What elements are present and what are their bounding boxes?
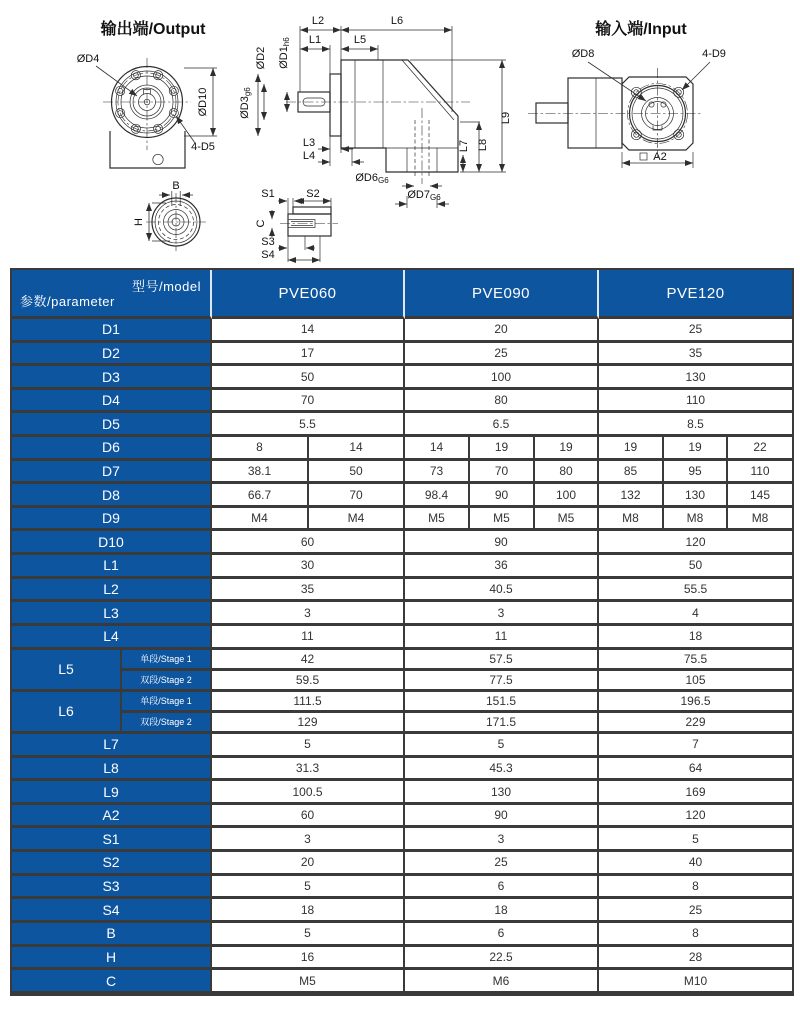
value-cell: 129 (212, 713, 405, 734)
value-cell: 110 (728, 461, 792, 485)
value-cell: M10 (599, 970, 792, 994)
table-header-row (12, 270, 792, 319)
value-cell: 90 (405, 805, 599, 829)
value-cell: 111.5 (212, 692, 405, 713)
stage-label-cell: 单段/Stage 1 (122, 650, 212, 671)
value-cell: 100 (405, 366, 599, 390)
value-cell: M8 (664, 508, 728, 532)
value-cell: 3 (212, 828, 405, 852)
param-cell-c: C (12, 970, 212, 994)
table-row-b (12, 923, 792, 947)
value-cell: 25 (599, 899, 792, 923)
value-cell: 14 (212, 319, 405, 343)
dim-label-s1: S1 (261, 188, 275, 200)
value-cell: 6 (405, 923, 599, 947)
value-cell: 11 (405, 626, 599, 650)
dim-label-l8: L8 (477, 138, 489, 152)
technical-drawings (0, 0, 800, 266)
table-row-d5 (12, 413, 792, 437)
param-cell-d3: D3 (12, 366, 212, 390)
value-cell: 14 (405, 437, 470, 461)
table-row-s1 (12, 828, 792, 852)
table-row-d4 (12, 390, 792, 414)
table-row-s3 (12, 876, 792, 900)
value-cell: M5 (212, 970, 405, 994)
param-cell-d1: D1 (12, 319, 212, 343)
value-cell: 55.5 (599, 579, 792, 603)
value-cell: 64 (599, 758, 792, 782)
value-cell: 90 (405, 531, 599, 555)
dim-label-a2: A2 (653, 151, 667, 163)
value-cell: 6 (405, 876, 599, 900)
param-cell-l7: L7 (12, 734, 212, 758)
value-cell: 14 (309, 437, 405, 461)
param-cell-d9: D9 (12, 508, 212, 532)
table-row-l5-stage1 (12, 650, 792, 671)
value-cell: 50 (599, 555, 792, 579)
section-detail-drawing (255, 188, 338, 262)
value-cell: 8.5 (599, 413, 792, 437)
value-cell: 169 (599, 781, 792, 805)
dim-label-d7g6: ØD7G6 (407, 189, 441, 202)
value-cell: 17 (212, 343, 405, 367)
value-cell: 5 (405, 734, 599, 758)
table-row-d9 (12, 508, 792, 532)
param-cell-s3: S3 (12, 876, 212, 900)
value-cell: M5 (535, 508, 599, 532)
value-cell: 11 (212, 626, 405, 650)
value-cell: 19 (535, 437, 599, 461)
value-cell: M6 (405, 970, 599, 994)
dim-label-s4: S4 (261, 249, 275, 261)
table-row-d1 (12, 319, 792, 343)
value-cell: 22 (728, 437, 792, 461)
dim-label-l7: L7 (458, 139, 470, 153)
value-cell: 50 (212, 366, 405, 390)
value-cell: 8 (599, 923, 792, 947)
param-cell-l5: L5 (12, 650, 122, 692)
dim-label-d1h6: ØD1h6 (278, 37, 291, 69)
value-cell: 3 (405, 828, 599, 852)
value-cell: 3 (405, 602, 599, 626)
table-row-l1 (12, 555, 792, 579)
param-cell-h: H (12, 947, 212, 971)
table-row-d7 (12, 461, 792, 485)
square-symbol (640, 153, 647, 160)
table-row-l2 (12, 579, 792, 603)
dim-label-d8: ØD8 (571, 48, 595, 60)
table-row-l8 (12, 758, 792, 782)
dim-label-c: C (255, 219, 267, 228)
table-row-c (12, 970, 792, 994)
value-cell: 42 (212, 650, 405, 671)
value-cell: 22.5 (405, 947, 599, 971)
table-row-l6-stage2 (12, 713, 792, 734)
value-cell: 70 (470, 461, 535, 485)
column-header-pve090: PVE090 (405, 270, 599, 319)
dim-label-d2: ØD2 (255, 46, 267, 70)
value-cell: 60 (212, 531, 405, 555)
table-row-l4 (12, 626, 792, 650)
value-cell: 120 (599, 531, 792, 555)
table-row-d8 (12, 484, 792, 508)
stage-label-cell: 双段/Stage 2 (122, 671, 212, 692)
value-cell: 130 (664, 484, 728, 508)
param-cell-d5: D5 (12, 413, 212, 437)
value-cell: 6.5 (405, 413, 599, 437)
corner-param-label: 参数/parameter (20, 294, 115, 309)
value-cell: 16 (212, 947, 405, 971)
value-cell: 4 (599, 602, 792, 626)
value-cell: M8 (728, 508, 792, 532)
spec-table-body (12, 319, 792, 994)
output-title: 输出端/Output (100, 21, 206, 38)
param-cell-s4: S4 (12, 899, 212, 923)
param-cell-s1: S1 (12, 828, 212, 852)
param-cell-d2: D2 (12, 343, 212, 367)
value-cell: 75.5 (599, 650, 792, 671)
dim-label-s3: S3 (261, 236, 275, 248)
value-cell: 59.5 (212, 671, 405, 692)
dim-label-d6g6: ØD6G6 (355, 172, 389, 185)
value-cell: 80 (535, 461, 599, 485)
value-cell: 18 (599, 626, 792, 650)
value-cell: 20 (405, 319, 599, 343)
side-view-drawing (239, 15, 512, 208)
dim-label-s2: S2 (306, 188, 320, 200)
dim-label-d4: ØD4 (76, 53, 100, 65)
param-cell-b: B (12, 923, 212, 947)
value-cell: 70 (212, 390, 405, 414)
shaft-end-view (133, 180, 206, 251)
value-cell: 120 (599, 805, 792, 829)
value-cell: M5 (470, 508, 535, 532)
value-cell: 110 (599, 390, 792, 414)
value-cell: 70 (309, 484, 405, 508)
dim-label-b: B (172, 180, 180, 192)
value-cell: 95 (664, 461, 728, 485)
value-cell: 85 (599, 461, 664, 485)
value-cell: 19 (470, 437, 535, 461)
value-cell: 7 (599, 734, 792, 758)
value-cell: 77.5 (405, 671, 599, 692)
param-cell-d7: D7 (12, 461, 212, 485)
param-cell-l3: L3 (12, 602, 212, 626)
value-cell: M5 (405, 508, 470, 532)
value-cell: 35 (212, 579, 405, 603)
value-cell: 98.4 (405, 484, 470, 508)
param-cell-l2: L2 (12, 579, 212, 603)
dim-label-4d5: 4-D5 (191, 141, 215, 153)
value-cell: 50 (309, 461, 405, 485)
table-row-s4 (12, 899, 792, 923)
value-cell: 130 (405, 781, 599, 805)
value-cell: 19 (664, 437, 728, 461)
param-cell-l1: L1 (12, 555, 212, 579)
stage-label-cell: 单段/Stage 1 (122, 692, 212, 713)
dim-label-l6: L6 (390, 15, 404, 27)
dim-label-h: H (133, 218, 145, 226)
param-cell-l6: L6 (12, 692, 122, 734)
dim-label-l3: L3 (302, 137, 316, 149)
value-cell: M4 (212, 508, 309, 532)
value-cell: 196.5 (599, 692, 792, 713)
value-cell: 18 (212, 899, 405, 923)
value-cell: 8 (212, 437, 309, 461)
table-row-l7 (12, 734, 792, 758)
value-cell: 132 (599, 484, 664, 508)
column-header-pve060: PVE060 (212, 270, 405, 319)
dim-label-d3g6: ØD3g6 (239, 87, 252, 119)
table-row-a2 (12, 805, 792, 829)
value-cell: 57.5 (405, 650, 599, 671)
value-cell: 5 (599, 828, 792, 852)
value-cell: 105 (599, 671, 792, 692)
dim-label-l5: L5 (353, 34, 367, 46)
value-cell: 38.1 (212, 461, 309, 485)
value-cell: 35 (599, 343, 792, 367)
stage-label-cell: 双段/Stage 2 (122, 713, 212, 734)
value-cell: 130 (599, 366, 792, 390)
value-cell: 5 (212, 876, 405, 900)
table-row-l9 (12, 781, 792, 805)
value-cell: 18 (405, 899, 599, 923)
value-cell: 3 (212, 602, 405, 626)
value-cell: 40 (599, 852, 792, 876)
value-cell: 5 (212, 734, 405, 758)
value-cell: 19 (599, 437, 664, 461)
param-cell-l4: L4 (12, 626, 212, 650)
value-cell: 80 (405, 390, 599, 414)
value-cell: 31.3 (212, 758, 405, 782)
value-cell: M4 (309, 508, 405, 532)
table-row-d10 (12, 531, 792, 555)
value-cell: 5 (212, 923, 405, 947)
value-cell: 45.3 (405, 758, 599, 782)
input-end-drawing (528, 19, 726, 168)
param-cell-a2: A2 (12, 805, 212, 829)
param-cell-d8: D8 (12, 484, 212, 508)
column-header-pve120: PVE120 (599, 270, 792, 319)
table-corner-cell (12, 270, 212, 319)
dim-label-4d9: 4-D9 (702, 48, 726, 60)
dim-label-l2: L2 (311, 15, 325, 27)
dim-label-l1: L1 (308, 34, 322, 46)
table-row-l6-stage1 (12, 692, 792, 713)
input-title: 输入端/Input (595, 21, 687, 38)
table-row-l3 (12, 602, 792, 626)
dim-label-d10: ØD10 (197, 87, 209, 117)
table-row-h (12, 947, 792, 971)
param-cell-d6: D6 (12, 437, 212, 461)
table-row-d6 (12, 437, 792, 461)
value-cell: 20 (212, 852, 405, 876)
param-cell-d4: D4 (12, 390, 212, 414)
value-cell: 229 (599, 713, 792, 734)
value-cell: 25 (599, 319, 792, 343)
param-cell-l9: L9 (12, 781, 212, 805)
value-cell: 60 (212, 805, 405, 829)
value-cell: 25 (405, 343, 599, 367)
value-cell: 30 (212, 555, 405, 579)
param-cell-d10: D10 (12, 531, 212, 555)
value-cell: 90 (470, 484, 535, 508)
value-cell: 66.7 (212, 484, 309, 508)
value-cell: 171.5 (405, 713, 599, 734)
value-cell: M8 (599, 508, 664, 532)
value-cell: 8 (599, 876, 792, 900)
corner-model-label: 型号/model (131, 279, 201, 294)
value-cell: 73 (405, 461, 470, 485)
value-cell: 151.5 (405, 692, 599, 713)
value-cell: 36 (405, 555, 599, 579)
table-row-d2 (12, 343, 792, 367)
table-row-d3 (12, 366, 792, 390)
table-row-l5-stage2 (12, 671, 792, 692)
value-cell: 28 (599, 947, 792, 971)
dim-label-l9: L9 (500, 111, 512, 125)
value-cell: 100.5 (212, 781, 405, 805)
output-end-drawing (77, 19, 217, 251)
dim-label-l4: L4 (302, 150, 316, 162)
value-cell: 100 (535, 484, 599, 508)
value-cell: 5.5 (212, 413, 405, 437)
table-row-s2 (12, 852, 792, 876)
param-cell-l8: L8 (12, 758, 212, 782)
spec-table (10, 268, 794, 996)
value-cell: 145 (728, 484, 792, 508)
value-cell: 40.5 (405, 579, 599, 603)
param-cell-s2: S2 (12, 852, 212, 876)
value-cell: 25 (405, 852, 599, 876)
